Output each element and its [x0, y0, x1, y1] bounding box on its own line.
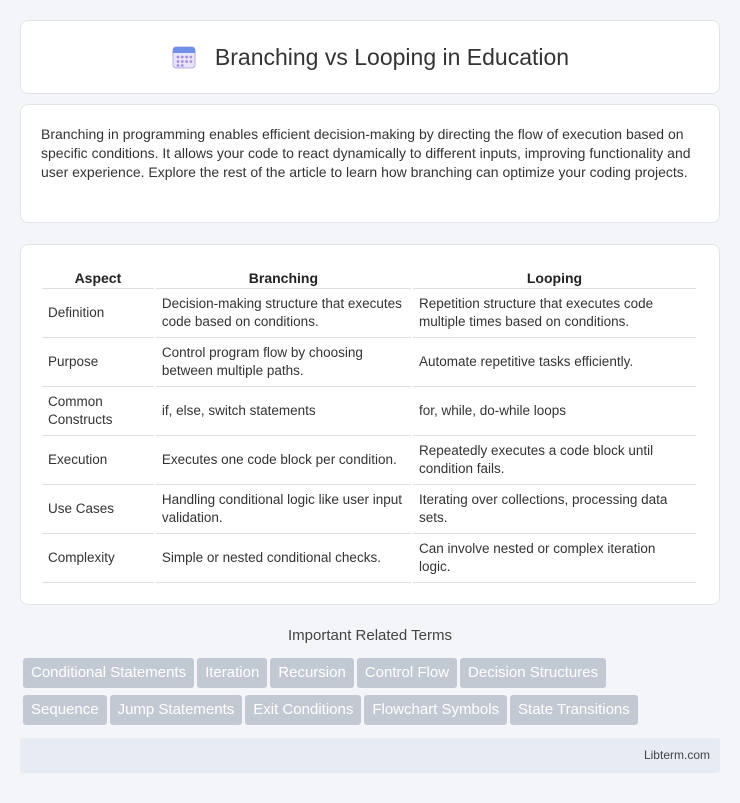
term-tag[interactable]: Iteration — [197, 658, 267, 688]
table-cell: Can involve nested or complex iteration logic. — [413, 534, 696, 583]
table-row — [42, 485, 696, 534]
term-tag[interactable]: Jump Statements — [110, 695, 243, 725]
table-cell: Execution — [42, 436, 154, 485]
table-row — [42, 436, 696, 485]
footer — [20, 738, 720, 773]
page-title: Branching vs Looping in Education — [214, 43, 570, 70]
calendar-icon — [171, 44, 197, 70]
term-tag[interactable]: Decision Structures — [460, 658, 606, 688]
table-row — [42, 534, 696, 583]
footer-site-link[interactable]: Libterm.com — [643, 748, 710, 762]
table-cell: Handling conditional logic like user input validation. — [156, 485, 411, 534]
term-tag[interactable]: Recursion — [270, 658, 354, 688]
term-tag[interactable]: Exit Conditions — [245, 695, 361, 725]
term-tag[interactable]: State Transitions — [510, 695, 638, 725]
comparison-table — [40, 265, 698, 583]
table-cell: for, while, do-while loops — [413, 387, 696, 436]
table-cell: Automate repetitive tasks efficiently. — [413, 338, 696, 387]
table-cell: Repeatedly executes a code block until condition fails. — [413, 436, 696, 485]
table-cell: Decision-making structure that executes code based on conditions. — [156, 289, 411, 338]
table-cell: Simple or nested conditional checks. — [156, 534, 411, 583]
table-cell: Iterating over collections, processing data sets. — [413, 485, 696, 534]
table-row — [42, 387, 696, 436]
table-cell: if, else, switch statements — [156, 387, 411, 436]
term-tag[interactable]: Flowchart Symbols — [364, 695, 507, 725]
table-row — [42, 289, 696, 338]
comparison-card — [20, 244, 720, 605]
table-cell: Complexity — [42, 534, 154, 583]
table-cell: Repetition structure that executes code multiple times based on conditions. — [413, 289, 696, 338]
table-cell: Definition — [42, 289, 154, 338]
intro-card — [20, 104, 720, 223]
header-looping: Looping — [413, 265, 696, 289]
related-terms-list — [23, 658, 723, 732]
term-tag[interactable]: Conditional Statements — [23, 658, 194, 688]
table-cell: Control program flow by choosing between multiple paths. — [156, 338, 411, 387]
table-cell: Use Cases — [42, 485, 154, 534]
intro-text: Branching in programming enables efficient decision-making by directing the flow of execution based on specific conditions. It allows your code to react dynamically to different inputs, improving functionality and user experience. Explore the rest of the article to learn how branching can optimize your coding projects. — [41, 126, 691, 180]
table-header-row — [42, 265, 696, 289]
title-card — [20, 20, 720, 94]
table-cell: Purpose — [42, 338, 154, 387]
related-terms-heading: Important Related Terms — [288, 627, 452, 644]
table-cell: Common Constructs — [42, 387, 154, 436]
header-aspect: Aspect — [42, 265, 154, 289]
table-cell: Executes one code block per condition. — [156, 436, 411, 485]
term-tag[interactable]: Sequence — [23, 695, 107, 725]
term-tag[interactable]: Control Flow — [357, 658, 457, 688]
header-branching: Branching — [156, 265, 411, 289]
table-row — [42, 338, 696, 387]
